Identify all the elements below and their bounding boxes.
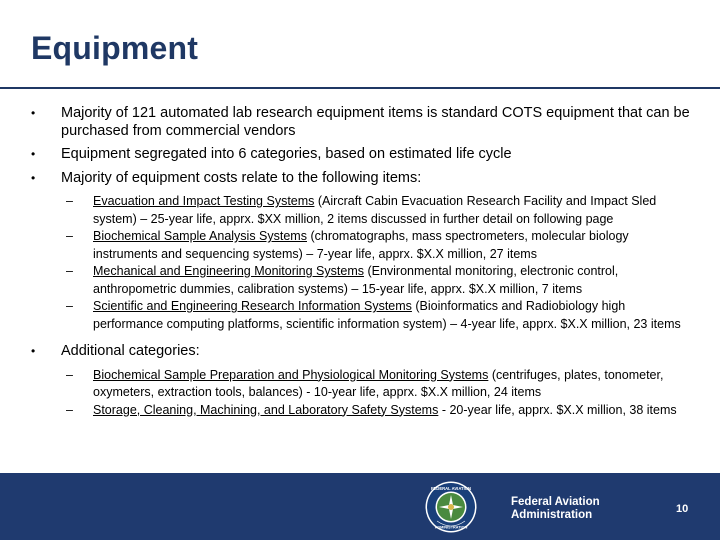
bullet-text: Equipment segregated into 6 categories, based on estimated life cycle	[61, 146, 512, 162]
category-link[interactable]: Mechanical and Engineering Monitoring Systems	[93, 264, 364, 278]
list-item	[0, 170, 720, 334]
category-desc: (chromatographs, mass spectrometers, molecular biology instruments and sequencing systems) – 7-year life, apprx. $X.X million, 27 items	[93, 229, 629, 261]
bullet-marker: •	[31, 147, 36, 161]
list-item	[0, 105, 720, 140]
sub-list-item	[61, 298, 696, 333]
seal-text-top: FEDERAL AVIATION	[430, 486, 472, 491]
dash-marker: –	[66, 367, 73, 382]
category-desc: (Bioinformatics and Radiobiology high performance computing platforms, scientific information system) – 4-year life, apprx. $X.X million, 23 items	[93, 299, 681, 331]
bullet-text: Majority of 121 automated lab research equipment items is standard COTS equipment that can be purchased from commercial vendors	[61, 105, 690, 139]
list-item	[0, 146, 720, 164]
category-desc: (Aircraft Cabin Evacuation Research Facility and Impact Sled system) – 25-year life, apprx. $XX million, 2 items discussed in further detail on following page	[93, 194, 657, 226]
sub-list-item	[61, 367, 696, 402]
seal-text-bottom: ADMINISTRATION	[434, 525, 468, 530]
sub-list-item	[61, 402, 696, 420]
bullet-text: Additional categories:	[61, 343, 200, 359]
bullet-marker: •	[31, 170, 36, 185]
list-item	[0, 343, 720, 419]
sub-list	[61, 367, 696, 420]
dash-marker: –	[66, 194, 73, 208]
title-divider	[0, 87, 720, 89]
sub-list-item	[61, 228, 696, 263]
category-link[interactable]: Evacuation and Impact Testing Systems	[93, 194, 315, 208]
bullet-marker: •	[31, 344, 36, 358]
category-link[interactable]: Scientific and Engineering Research Information Systems	[93, 299, 412, 313]
dash-marker: –	[66, 299, 73, 313]
category-link[interactable]: Biochemical Sample Analysis Systems	[93, 229, 307, 243]
category-link[interactable]: Storage, Cleaning, Machining, and Laboratory Safety Systems	[93, 402, 439, 417]
dash-marker: –	[66, 264, 73, 278]
page-title: Equipment	[31, 30, 199, 66]
bullet-marker: •	[31, 106, 36, 120]
category-desc: - 20-year life, apprx. $X.X million, 38 items	[438, 402, 677, 417]
bullet-text: Majority of equipment costs relate to the following items:	[61, 169, 422, 186]
sub-list-item	[61, 193, 696, 228]
faa-seal-icon	[425, 481, 477, 533]
sub-list	[61, 193, 696, 333]
category-desc: (Environmental monitoring, electronic control, anthropometric dummies, calibration systems) – 15-year life, apprx. $X.X million, 7 items	[93, 264, 619, 296]
dash-marker: –	[66, 229, 73, 243]
faa-line-2: Administration	[511, 509, 593, 521]
bullet-list	[0, 105, 720, 419]
footer-band	[0, 473, 720, 540]
sub-list-item	[61, 263, 696, 298]
category-link[interactable]: Biochemical Sample Preparation and Physiological Monitoring Systems	[93, 367, 489, 382]
faa-line-1: Federal Aviation	[511, 496, 600, 508]
faa-wordmark	[511, 496, 600, 522]
page-number: 10	[676, 503, 689, 515]
dash-marker: –	[66, 402, 73, 417]
category-desc: (centrifuges, plates, tonometer, oxymeters, extraction tools, balances) - 10-year life, apprx. $X.X million, 24 items	[93, 367, 664, 399]
